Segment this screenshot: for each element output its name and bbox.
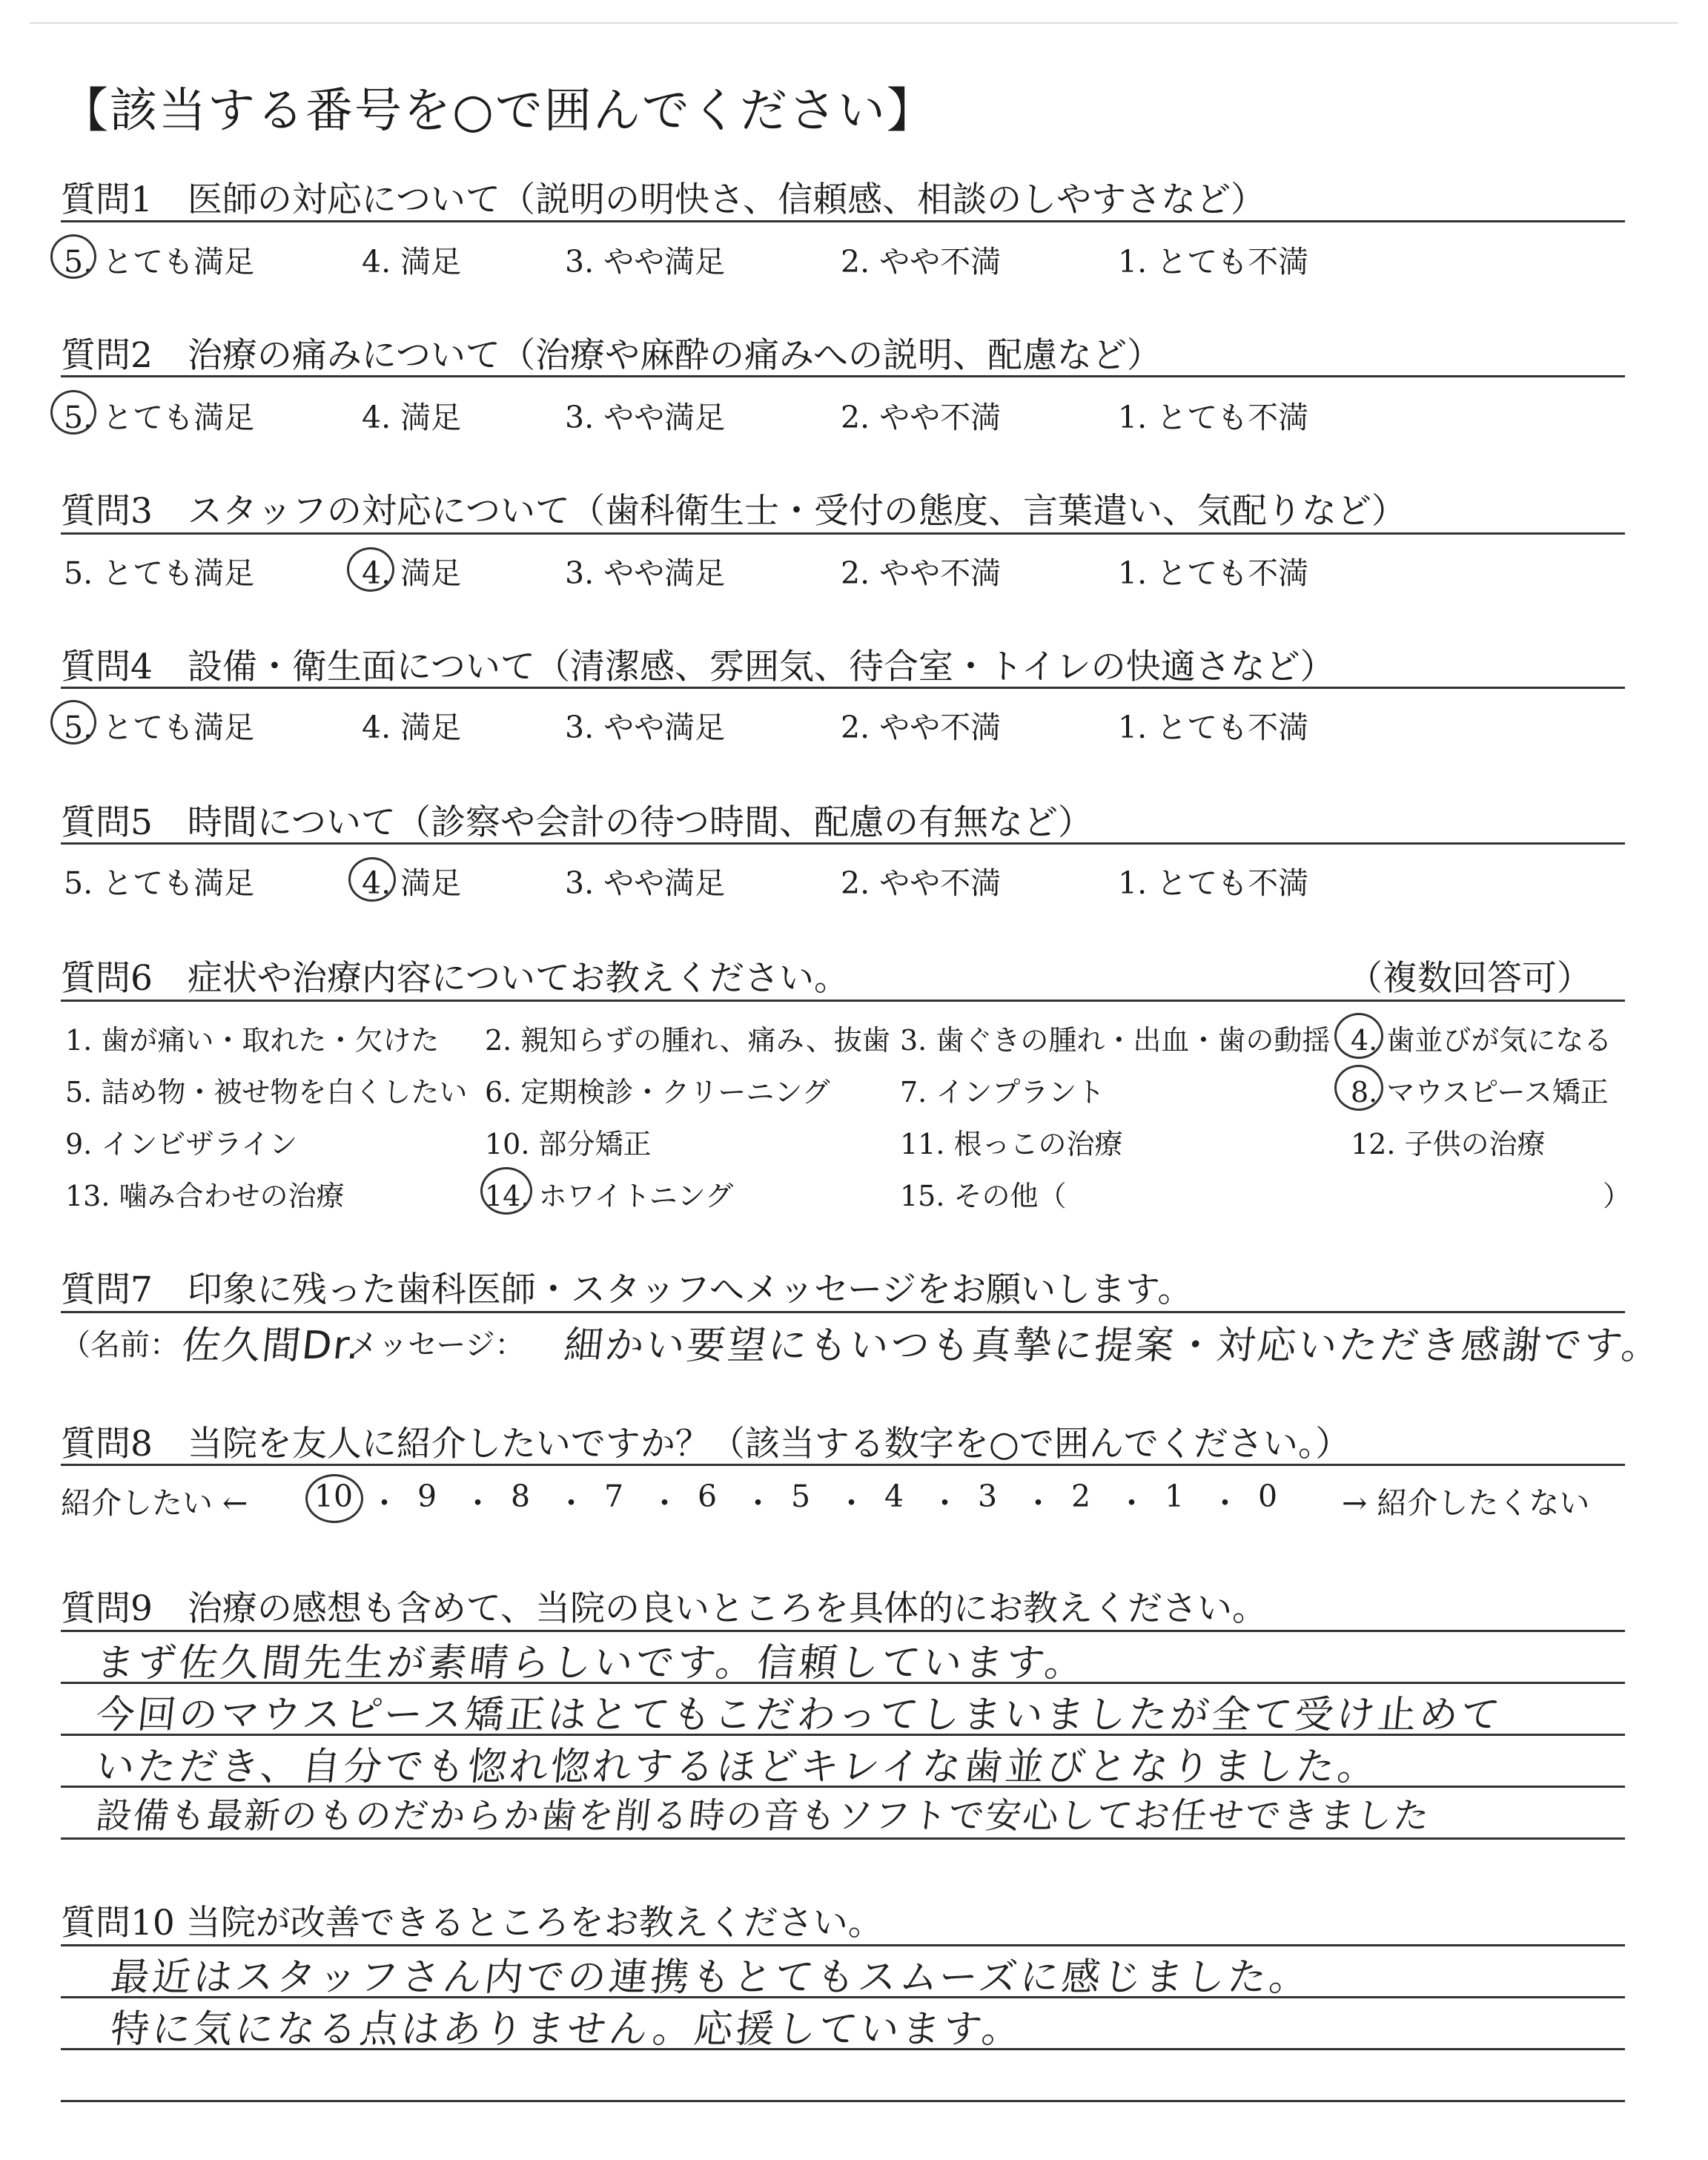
- q8-selection-circle: [305, 1474, 363, 1523]
- q8-scale-separator: ・: [743, 1485, 773, 1521]
- q6-item-5[interactable]: 5. 詰め物・被せ物を白くしたい: [65, 1076, 468, 1109]
- q6-item-6[interactable]: 6. 定期検診・クリーニング: [485, 1076, 830, 1109]
- q5-rule: [61, 842, 1625, 845]
- q10-title: 質問10 当院が改善できるところをお教えください。: [61, 1903, 883, 1943]
- q8-scale-value-8[interactable]: 8: [510, 1479, 531, 1514]
- q3-option-3[interactable]: 3. やや満足: [565, 555, 726, 591]
- q7-message-label: メッセージ：: [348, 1328, 525, 1362]
- q4-option-1[interactable]: 1. とても不満: [1118, 710, 1309, 745]
- q8-scale-value-10[interactable]: 10: [314, 1479, 354, 1514]
- q8-scale-separator: ・: [1210, 1485, 1240, 1521]
- q8-scale: [311, 1479, 1305, 1523]
- q8-title: 質問8 当院を友人に紹介したいですか？（該当する数字を○で囲んでください。）: [61, 1424, 1351, 1464]
- q6-item-10[interactable]: 10. 部分矯正: [485, 1128, 652, 1160]
- q8-scale-value-1[interactable]: 1: [1164, 1479, 1185, 1514]
- q5-option-4[interactable]: 4. 満足: [362, 865, 462, 901]
- q6-item-14[interactable]: 14. ホワイトニング: [485, 1180, 734, 1212]
- q6-item-11[interactable]: 11. 根っこの治療: [900, 1128, 1123, 1160]
- q6-item-4[interactable]: 4. 歯並びが気になる: [1351, 1024, 1612, 1057]
- q2-option-4[interactable]: 4. 満足: [362, 400, 462, 435]
- q7-name-label: （名前：: [61, 1328, 179, 1362]
- q4-option-4[interactable]: 4. 満足: [362, 710, 462, 745]
- q1-option-3[interactable]: 3. やや満足: [565, 244, 726, 280]
- q9-answer-line-3[interactable]: いただき、自分でも惚れ惚れするほどキレイな歯並びとなりました。: [93, 1745, 1382, 1789]
- q8-right-label: → 紹介したくない: [1342, 1485, 1590, 1521]
- q1-option-1[interactable]: 1. とても不満: [1118, 244, 1309, 280]
- q8-rule: [61, 1464, 1625, 1466]
- q6-item-12[interactable]: 12. 子供の治療: [1351, 1128, 1546, 1160]
- q2-option-2[interactable]: 2. やや不満: [841, 400, 1002, 435]
- q7-name-value[interactable]: 佐久間Dr.: [179, 1324, 363, 1368]
- q5-option-1[interactable]: 1. とても不満: [1118, 865, 1309, 901]
- q8-scale-value-9[interactable]: 9: [417, 1479, 437, 1514]
- q7-message-value[interactable]: 細かい要望にもいつも真摯に提案・対応いただき感謝です。: [562, 1324, 1665, 1368]
- q8-scale-value-4[interactable]: 4: [884, 1479, 904, 1514]
- q6-item-3[interactable]: 3. 歯ぐきの腫れ・出血・歯の動揺: [900, 1024, 1331, 1057]
- q8-scale-separator: ・: [463, 1485, 493, 1521]
- q6-item-2[interactable]: 2. 親知らずの腫れ、痛み、抜歯: [485, 1024, 890, 1057]
- q8-scale-separator: ・: [556, 1485, 586, 1521]
- q8-scale-value-7[interactable]: 7: [603, 1479, 624, 1514]
- page-top-edge: [30, 22, 1678, 24]
- q1-option-4[interactable]: 4. 満足: [362, 244, 462, 280]
- q5-option-5[interactable]: 5. とても満足: [64, 865, 255, 901]
- q6-item-15-close: ）: [1603, 1180, 1632, 1212]
- q2-option-3[interactable]: 3. やや満足: [565, 400, 726, 435]
- q1-selection-circle: [50, 234, 96, 279]
- q4-title: 質問4 設備・衛生面について（清潔感、雰囲気、待合室・トイレの快適さなど）: [61, 647, 1335, 687]
- q2-title: 質問2 治療の痛みについて（治療や麻酔の痛みへの説明、配慮など）: [61, 335, 1162, 376]
- q2-selection-circle: [50, 390, 96, 435]
- q8-scale-value-0[interactable]: 0: [1257, 1479, 1278, 1514]
- q8-scale-value-6[interactable]: 6: [697, 1479, 718, 1514]
- form-header: 【該当する番号を○で囲んでください】: [61, 84, 936, 139]
- q1-option-5[interactable]: 5. とても満足: [64, 244, 255, 280]
- q6-selection-circle-4: [1334, 1013, 1383, 1059]
- q1-title: 質問1 医師の対応について（説明の明快さ、信頼感、相談のしやすさなど）: [61, 179, 1266, 220]
- q8-left-label: 紹介したい ←: [61, 1485, 248, 1521]
- q5-option-2[interactable]: 2. やや不満: [841, 865, 1002, 901]
- q6-selection-circle-14: [480, 1167, 532, 1215]
- q8-scale-separator: ・: [836, 1485, 867, 1521]
- q6-item-1[interactable]: 1. 歯が痛い・取れた・欠けた: [65, 1024, 440, 1057]
- q6-rule: [61, 1000, 1625, 1002]
- q3-option-5[interactable]: 5. とても満足: [64, 555, 255, 591]
- q6-item-7[interactable]: 7. インプラント: [900, 1076, 1105, 1109]
- q9-answer-line-4[interactable]: 設備も最新のものだからか歯を削る時の音もソフトで安心してお任せできました: [93, 1795, 1433, 1837]
- q6-selection-circle-8: [1334, 1065, 1383, 1111]
- q6-item-9[interactable]: 9. インビザライン: [65, 1128, 298, 1160]
- q3-title: 質問3 スタッフの対応について（歯科衛生士・受付の態度、言葉遣い、気配りなど）: [61, 491, 1406, 532]
- q8-scale-separator: ・: [1116, 1485, 1147, 1521]
- q1-rule: [61, 220, 1625, 222]
- q8-scale-value-3[interactable]: 3: [977, 1479, 998, 1514]
- q5-title: 質問5 時間について（診察や会計の待つ時間、配慮の有無など）: [61, 802, 1093, 843]
- q9-answer-line-1[interactable]: まず佐久間先生が素晴らしいです。信頼しています。: [93, 1641, 1089, 1685]
- q3-option-1[interactable]: 1. とても不満: [1118, 555, 1309, 591]
- q3-option-4[interactable]: 4. 満足: [362, 555, 462, 591]
- q9-title: 質問9 治療の感想も含めて、当院の良いところを具体的にお教えください。: [61, 1588, 1267, 1629]
- q4-selection-circle: [50, 700, 96, 744]
- q6-item-13[interactable]: 13. 噛み合わせの治療: [65, 1180, 345, 1212]
- q4-rule: [61, 687, 1625, 689]
- q6-multiple-answers-note: （複数回答可）: [1348, 958, 1592, 999]
- q5-selection-circle: [348, 857, 396, 902]
- q10-rule-3: [61, 2100, 1625, 2102]
- q8-scale-separator: ・: [1023, 1485, 1053, 1521]
- q6-item-15[interactable]: 15. その他（: [900, 1180, 1067, 1212]
- q10-answer-line-2[interactable]: 特に気になる点はありません。応援しています。: [108, 2007, 1026, 2052]
- q9-answer-line-2[interactable]: 今回のマウスピース矯正はとてもこだわってしまいましたが全て受け止めて: [93, 1693, 1505, 1737]
- q2-option-5[interactable]: 5. とても満足: [64, 400, 255, 435]
- q6-item-8[interactable]: 8. マウスピース矯正: [1351, 1076, 1609, 1109]
- q5-option-3[interactable]: 3. やや満足: [565, 865, 726, 901]
- q2-rule: [61, 375, 1625, 377]
- q8-scale-value-5[interactable]: 5: [790, 1479, 811, 1514]
- q4-option-5[interactable]: 5. とても満足: [64, 710, 255, 745]
- q10-answer-line-1[interactable]: 最近はスタッフさん内での連携もとてもスムーズに感じました。: [108, 1955, 1314, 2000]
- q6-title: 質問6 症状や治療内容についてお教えください。: [61, 958, 849, 999]
- q3-option-2[interactable]: 2. やや不満: [841, 555, 1002, 591]
- q8-scale-value-2[interactable]: 2: [1070, 1479, 1091, 1514]
- q2-option-1[interactable]: 1. とても不満: [1118, 400, 1309, 435]
- q8-scale-separator: ・: [930, 1485, 960, 1521]
- q3-selection-circle: [347, 547, 394, 592]
- q8-scale-separator: ・: [369, 1485, 400, 1521]
- q7-rule: [61, 1311, 1625, 1313]
- q8-scale-separator: ・: [649, 1485, 680, 1521]
- q7-title: 質問7 印象に残った歯科医師・スタッフへメッセージをお願いします。: [61, 1269, 1193, 1310]
- q1-option-2[interactable]: 2. やや不満: [841, 244, 1002, 280]
- q4-option-2[interactable]: 2. やや不満: [841, 710, 1002, 745]
- q3-rule: [61, 532, 1625, 535]
- q4-option-3[interactable]: 3. やや満足: [565, 710, 726, 745]
